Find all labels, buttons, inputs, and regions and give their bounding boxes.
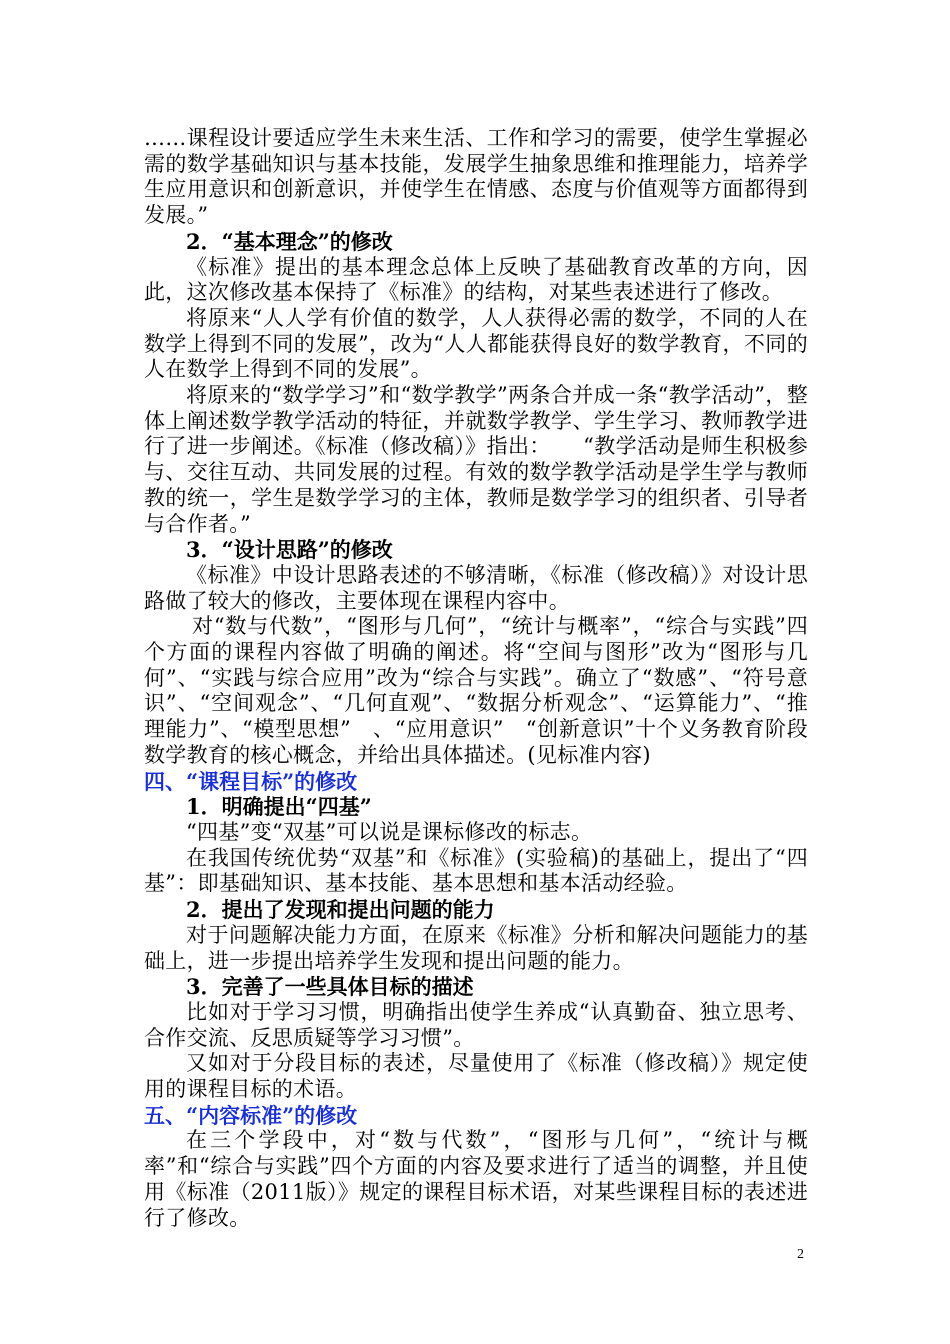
- page-number: 2: [797, 1247, 804, 1262]
- paragraph: 比如对于学习习惯，明确指出使学生养成“认真勤奋、独立思考、合作交流、反思质疑等学习习惯”。: [144, 999, 808, 1050]
- paragraph: 《标准》中设计思路表述的不够清晰，《标准（修改稿）》对设计思路做了较大的修改，主要体现在课程内容中。: [144, 562, 808, 613]
- paragraph: 对于问题解决能力方面，在原来《标准》分析和解决问题能力的基础上，进一步提出培养学生发现和提出问题的能力。: [144, 922, 808, 973]
- paragraph: 对“数与代数”，“图形与几何”，“统计与概率”，“综合与实践”四个方面的课程内容做了明确的阐述。将“空间与图形”改为“图形与几何”、“实践与综合应用”改为“综合与实践”。确立了“数感”、“符号意识”、“空间观念”、“几何直观”、“数据分析观念”、“运算能力”、“推理能力”、“模型思想” 、“应用意识” “创新意识”十个义务教育阶段数学教育的核心概念，并给出具体描述。(见标准内容): [144, 614, 808, 767]
- paragraph: 在我国传统优势“双基”和《标准》(实验稿)的基础上，提出了“四基”：即基础知识、基本技能、基本思想和基本活动经验。: [144, 845, 808, 896]
- subheading: 3．“设计思路”的修改: [186, 537, 393, 563]
- paragraph: 在三个学段中，对“数与代数”，“图形与几何”，“统计与概率”和“综合与实践”四个方面的内容及要求进行了适当的调整，并且使用《标准（2011版）》规定的课程目标术语，对某些课程目标的表述进行了修改。: [144, 1128, 808, 1230]
- section-heading: 四、“课程目标”的修改: [144, 768, 358, 794]
- subheading: 2．提出了发现和提出问题的能力: [186, 897, 495, 923]
- paragraph: 将原来的“数学学习”和“数学教学”两条合并成一条“教学活动”，整体上阐述数学教学活动的特征，并就数学教学、学生学习、教师教学进行了进一步阐述。《标准（修改稿）》指出： “教学活动是师生积极参与、交往互动、共同发展的过程。有效的数学教学活动是学生学与教师教的统一，学生是数学学习的主体，教师是数学学习的组织者、引导者与合作者。”: [144, 383, 808, 536]
- subheading: 1．明确提出“四基”: [186, 794, 372, 820]
- subheading: 3．完善了一些具体目标的描述: [186, 974, 474, 1000]
- paragraph: “四基”变“双基”可以说是课标修改的标志。: [186, 819, 593, 844]
- paragraph: 将原来“人人学有价值的数学，人人获得必需的数学，不同的人在数学上得到不同的发展”，改为“人人都能获得良好的数学教育，不同的人在数学上得到不同的发展”。: [144, 305, 808, 382]
- section-heading: 五、“内容标准”的修改: [144, 1102, 358, 1128]
- paragraph: ……课程设计要适应学生未来生活、工作和学习的需要，使学生掌握必需的数学基础知识与基本技能，发展学生抽象思维和推理能力，培养学生应用意识和创新意识，并使学生在情感、态度与价值观等方面都得到发展。”: [144, 126, 808, 228]
- paragraph: 又如对于分段目标的表述，尽量使用了《标准（修改稿）》规定使用的课程目标的术语。: [144, 1051, 808, 1102]
- page-body: [144, 126, 808, 1231]
- paragraph: 《标准》提出的基本理念总体上反映了基础教育改革的方向，因此，这次修改基本保持了《标准》的结构，对某些表述进行了修改。: [144, 254, 808, 305]
- subheading: 2．“基本理念”的修改: [186, 228, 393, 254]
